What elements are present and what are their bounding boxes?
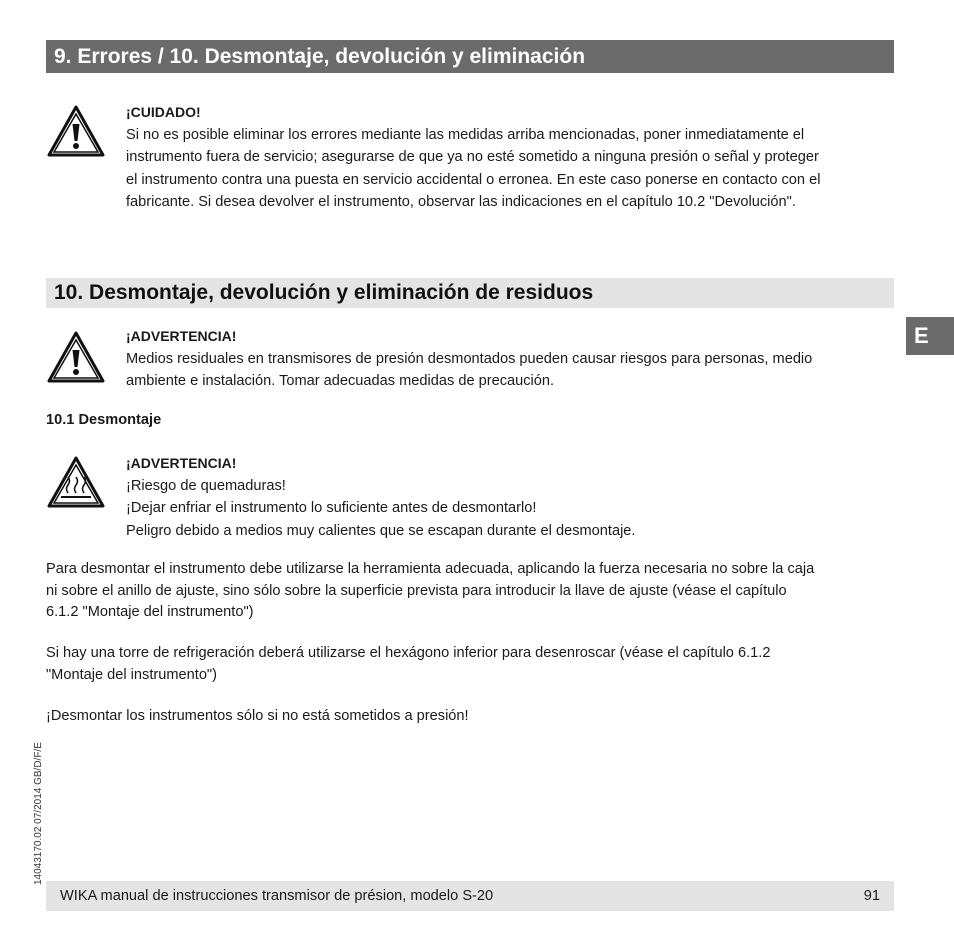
- language-tab: E: [906, 317, 954, 355]
- advertencia-line: ambiente e instalación. Tomar adecuadas medidas de precaución.: [126, 373, 555, 389]
- caution-notice: [126, 101, 898, 214]
- caution-line: Si no es posible eliminar los errores mediante las medidas arriba mencionadas, poner inmediatamente el: [126, 126, 805, 143]
- paragraph-line: 6.1.2 "Montaje del instrumento"): [46, 604, 254, 620]
- body-paragraph: [46, 643, 898, 686]
- hot-warning-notice: [126, 452, 898, 542]
- section-10-heading: 10. Desmontaje, devolución y eliminación de residuos: [46, 278, 894, 308]
- hot-surface-icon: [46, 455, 106, 509]
- page-footer: [46, 881, 894, 911]
- advertencia-notice: [126, 325, 898, 393]
- paragraph-line: Si hay una torre de refrigeración deberá utilizarse el hexágono inferior para desenroscar (véase el capítulo 6.1.2: [46, 645, 771, 661]
- paragraph-line: ni sobre el anillo de ajuste, sino sólo sobre la superficie prevista para introducir la llave de ajuste (véase el capítulo: [46, 582, 787, 599]
- paragraph-line: ¡Desmontar los instrumentos sólo si no está sometidos a presión!: [46, 708, 469, 724]
- hot-warning-line: Peligro debido a medios muy calientes que se escapan durante el desmontaje.: [126, 522, 636, 539]
- document-code: 14043170.02 07/2014 GB/D/F/E: [33, 742, 44, 885]
- caution-line: fabricante. Si desea devolver el instrumento, observar las indicaciones en el capítulo 10.2 "Devolución".: [126, 194, 796, 210]
- warning-triangle-icon: [46, 104, 106, 158]
- footer-title: WIKA manual de instrucciones transmisor de présion, modelo S-20: [60, 888, 494, 904]
- warning-triangle-icon: [46, 330, 106, 384]
- paragraph-line: Para desmontar el instrumento debe utilizarse la herramienta adecuada, aplicando la fuerza necesaria no sobre la caja: [46, 561, 815, 577]
- subsection-heading: 10.1 Desmontaje: [46, 412, 162, 428]
- hot-warning-line: ¡Dejar enfriar el instrumento lo suficiente antes de desmontarlo!: [126, 500, 537, 516]
- advertencia-line: Medios residuales en transmisores de presión desmontados pueden causar riesgos para personas, medio: [126, 350, 813, 367]
- caution-line: instrumento fuera de servicio; asegurarse de que ya no esté sometido a ninguna presión o señal y proteger: [126, 149, 819, 165]
- hot-warning-line: ¡Riesgo de quemaduras!: [126, 477, 286, 494]
- hot-warning-heading: ¡ADVERTENCIA!: [126, 455, 237, 471]
- body-paragraph: [46, 559, 898, 624]
- section-9-heading: 9. Errores / 10. Desmontaje, devolución y eliminación: [46, 40, 894, 73]
- body-paragraph: [46, 706, 898, 728]
- paragraph-line: "Montaje del instrumento"): [46, 666, 217, 683]
- advertencia-heading: ¡ADVERTENCIA!: [126, 328, 237, 344]
- caution-line: el instrumento contra una puesta en servicio accidental o erronea. En este caso ponerse en contacto con el: [126, 171, 821, 188]
- page-number: 91: [863, 888, 880, 904]
- caution-heading: ¡CUIDADO!: [126, 104, 201, 120]
